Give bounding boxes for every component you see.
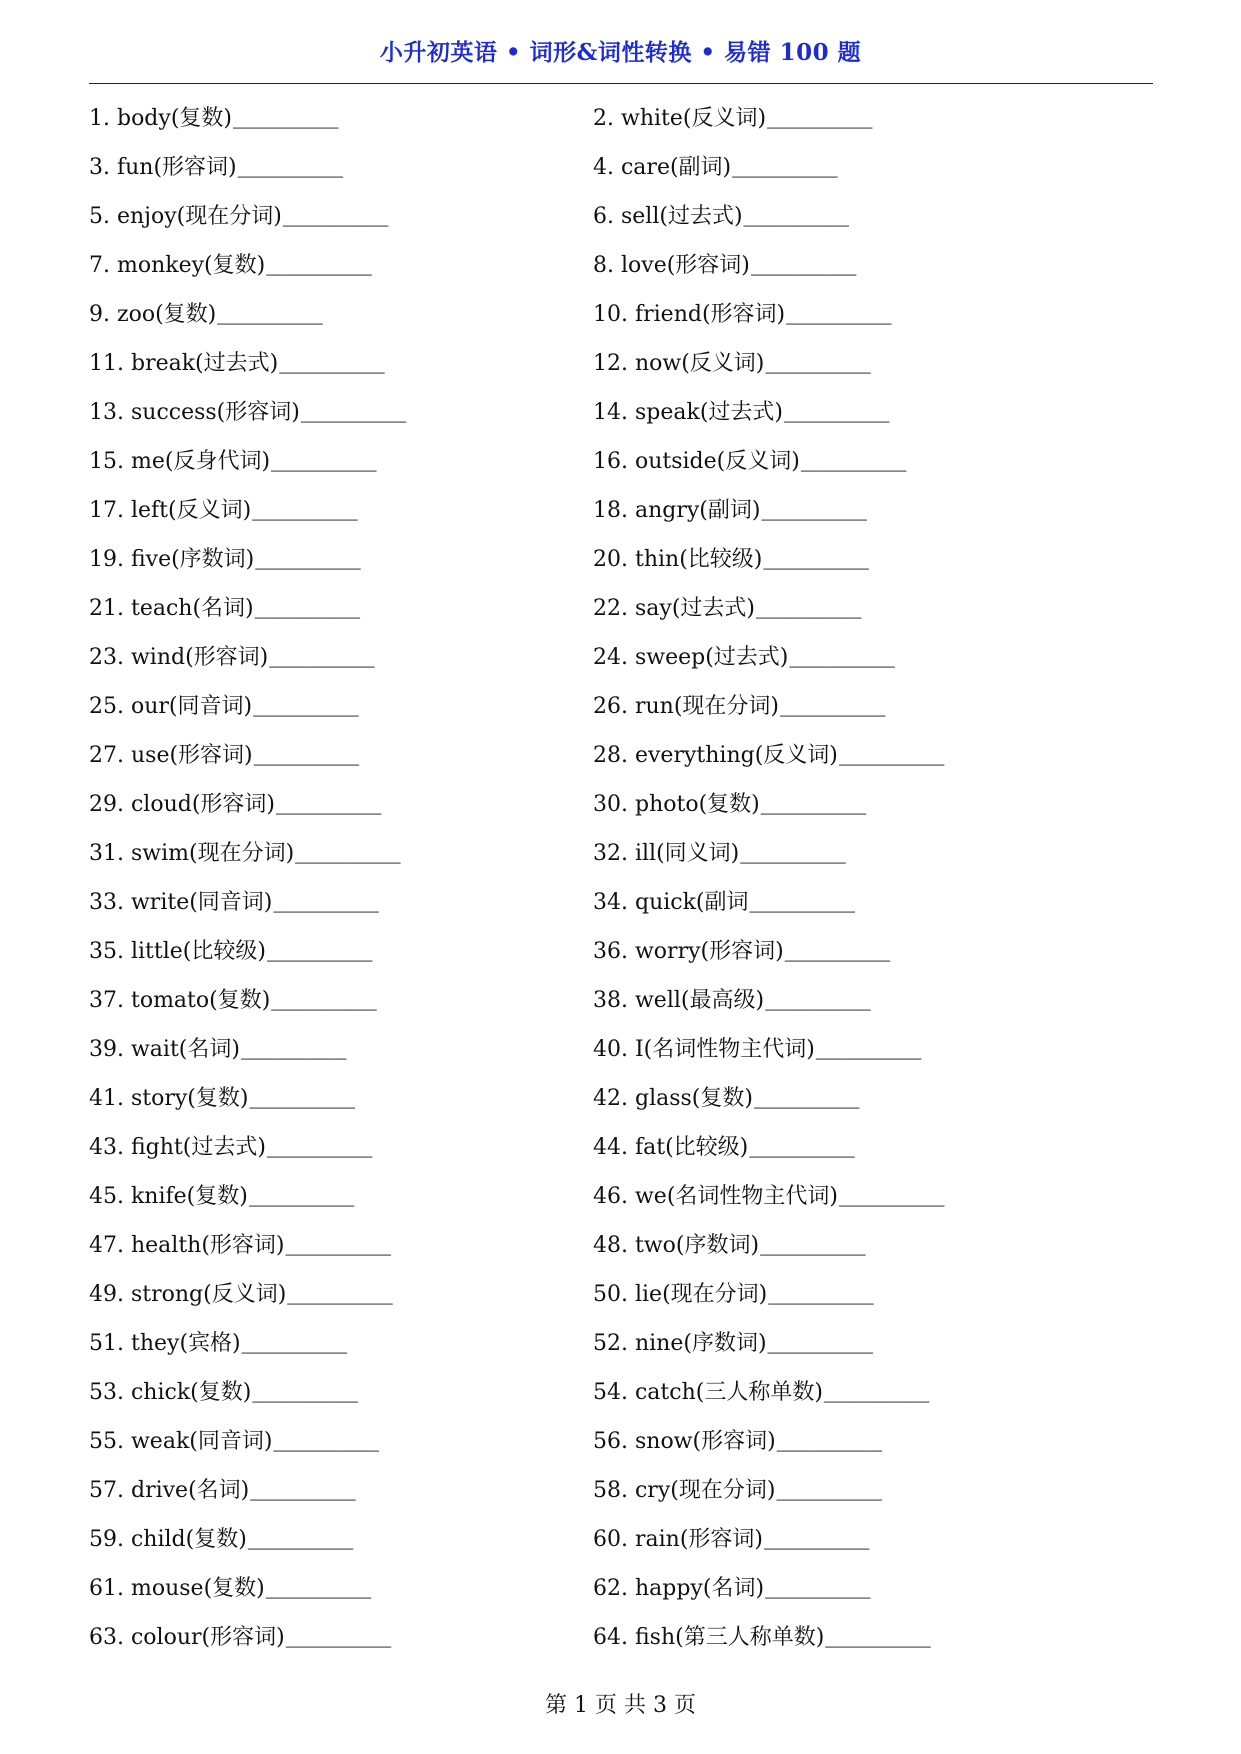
answer-blank[interactable]: __________: [763, 545, 869, 570]
question-item: [593, 582, 1153, 631]
page-header-title: 小升初英语 • 词形&词性转换 • 易错 100 题: [379, 39, 862, 66]
answer-blank[interactable]: __________: [241, 1329, 347, 1354]
answer-blank[interactable]: __________: [839, 1182, 944, 1207]
question-item: [593, 1562, 1153, 1611]
question-text: 15. me(反身代词): [89, 449, 271, 474]
question-text: 47. health(形容词): [89, 1233, 285, 1258]
answer-blank[interactable]: __________: [273, 888, 379, 913]
answer-blank[interactable]: __________: [740, 839, 846, 864]
question-text: 50. lie(现在分词): [593, 1282, 768, 1307]
question-list: [89, 92, 1153, 1660]
answer-blank[interactable]: __________: [767, 104, 873, 129]
question-text: 24. sweep(过去式): [593, 645, 789, 670]
question-text: 14. speak(过去式): [593, 400, 783, 425]
question-text: 49. strong(反义词): [89, 1282, 287, 1307]
answer-blank[interactable]: __________: [254, 594, 360, 619]
question-item: [89, 239, 593, 288]
header-divider: [89, 83, 1153, 84]
answer-blank[interactable]: __________: [285, 1231, 391, 1256]
question-text: 27. use(形容词): [89, 743, 253, 768]
answer-blank[interactable]: __________: [240, 1035, 346, 1060]
question-item: [593, 92, 1153, 141]
question-item: [89, 1513, 593, 1562]
answer-blank[interactable]: __________: [249, 1084, 355, 1109]
question-item: [593, 1317, 1153, 1366]
question-item: [89, 876, 593, 925]
answer-blank[interactable]: __________: [266, 251, 372, 276]
question-item: [89, 1023, 593, 1072]
question-item: [89, 1268, 593, 1317]
answer-blank[interactable]: __________: [784, 398, 889, 423]
question-item: [593, 386, 1153, 435]
question-item: [89, 435, 593, 484]
question-item: [593, 1219, 1153, 1268]
answer-blank[interactable]: __________: [732, 153, 838, 178]
answer-blank[interactable]: __________: [252, 1378, 358, 1403]
question-item: [593, 876, 1153, 925]
question-text: 25. our(同音词): [89, 694, 253, 719]
question-item: [89, 1219, 593, 1268]
question-item: [593, 1023, 1153, 1072]
question-text: 29. cloud(形容词): [89, 792, 276, 817]
question-text: 5. enjoy(现在分词): [89, 204, 282, 229]
question-text: 45. knife(复数): [89, 1184, 248, 1209]
question-item: [593, 484, 1153, 533]
answer-blank[interactable]: __________: [285, 1623, 391, 1648]
question-text: 39. wait(名词): [89, 1037, 240, 1062]
question-text: 1. body(复数): [89, 106, 232, 131]
question-text: 42. glass(复数): [593, 1086, 753, 1111]
question-text: 23. wind(形容词): [89, 645, 269, 670]
question-text: 19. five(序数词): [89, 547, 255, 572]
question-text: 43. fight(过去式): [89, 1135, 266, 1160]
answer-blank[interactable]: __________: [253, 692, 359, 717]
question-text: 31. swim(现在分词): [89, 841, 295, 866]
question-item: [89, 1464, 593, 1513]
question-item: [89, 92, 593, 141]
question-item: [89, 729, 593, 778]
question-item: [593, 1121, 1153, 1170]
question-item: [89, 533, 593, 582]
question-text: 53. chick(复数): [89, 1380, 252, 1405]
page-footer: 第 1 页 共 3 页: [545, 1693, 696, 1718]
question-text: 37. tomato(复数): [89, 988, 271, 1013]
question-text: 13. success(形容词): [89, 400, 300, 425]
answer-blank[interactable]: __________: [266, 937, 372, 962]
question-item: [89, 386, 593, 435]
question-text: 60. rain(形容词): [593, 1527, 763, 1552]
question-text: 56. snow(形容词): [593, 1429, 776, 1454]
question-text: 52. nine(序数词): [593, 1331, 767, 1356]
answer-blank[interactable]: __________: [765, 986, 871, 1011]
answer-blank[interactable]: __________: [273, 1427, 379, 1452]
question-text: 58. cry(现在分词): [593, 1478, 776, 1503]
question-text: 12. now(反义词): [593, 351, 765, 376]
question-text: 2. white(反义词): [593, 106, 767, 131]
question-item: [89, 1562, 593, 1611]
answer-blank[interactable]: __________: [776, 1476, 882, 1501]
answer-blank[interactable]: __________: [247, 1525, 353, 1550]
answer-blank[interactable]: __________: [250, 1476, 356, 1501]
answer-blank[interactable]: __________: [295, 839, 401, 864]
question-item: [593, 1072, 1153, 1121]
answer-blank[interactable]: __________: [761, 496, 867, 521]
question-item: [89, 484, 593, 533]
answer-blank[interactable]: __________: [765, 1574, 871, 1599]
question-text: 21. teach(名词): [89, 596, 254, 621]
answer-blank[interactable]: __________: [743, 202, 849, 227]
question-text: 35. little(比较级): [89, 939, 266, 964]
question-text: 7. monkey(复数): [89, 253, 266, 278]
question-text: 28. everything(反义词): [593, 743, 838, 768]
question-item: [593, 533, 1153, 582]
question-item: [593, 778, 1153, 827]
question-item: [593, 190, 1153, 239]
question-text: 36. worry(形容词): [593, 939, 784, 964]
question-item: [89, 925, 593, 974]
question-text: 59. child(复数): [89, 1527, 247, 1552]
answer-blank[interactable]: __________: [248, 1182, 354, 1207]
question-text: 34. quick(副词: [593, 890, 749, 915]
question-item: [89, 190, 593, 239]
question-item: [593, 1170, 1153, 1219]
question-item: [593, 974, 1153, 1023]
question-item: [593, 827, 1153, 876]
question-text: 16. outside(反义词): [593, 449, 800, 474]
answer-blank[interactable]: __________: [265, 1574, 371, 1599]
question-text: 61. mouse(复数): [89, 1576, 265, 1601]
question-text: 26. run(现在分词): [593, 694, 780, 719]
question-item: [89, 827, 593, 876]
answer-blank[interactable]: __________: [269, 643, 375, 668]
question-item: [89, 582, 593, 631]
answer-blank[interactable]: __________: [786, 300, 892, 325]
question-item: [89, 1121, 593, 1170]
question-item: [89, 1366, 593, 1415]
question-item: [89, 1611, 593, 1660]
question-item: [593, 1611, 1153, 1660]
question-item: [593, 435, 1153, 484]
question-item: [593, 729, 1153, 778]
answer-blank[interactable]: __________: [252, 496, 358, 521]
answer-blank[interactable]: __________: [800, 447, 906, 472]
question-item: [89, 1170, 593, 1219]
answer-blank[interactable]: __________: [753, 1084, 859, 1109]
answer-blank[interactable]: __________: [789, 643, 895, 668]
question-item: [593, 141, 1153, 190]
question-text: 32. ill(同义词): [593, 841, 740, 866]
question-text: 8. love(形容词): [593, 253, 750, 278]
question-item: [593, 631, 1153, 680]
answer-blank[interactable]: __________: [255, 545, 361, 570]
answer-blank[interactable]: __________: [760, 1231, 866, 1256]
question-text: 30. photo(复数): [593, 792, 760, 817]
question-item: [593, 1415, 1153, 1464]
question-text: 46. we(名词性物主代词): [593, 1184, 838, 1209]
question-item: [89, 680, 593, 729]
answer-blank[interactable]: __________: [768, 1280, 874, 1305]
answer-blank[interactable]: __________: [776, 1427, 882, 1452]
question-text: 22. say(过去式): [593, 596, 755, 621]
answer-blank[interactable]: __________: [760, 790, 866, 815]
answer-blank[interactable]: __________: [287, 1280, 393, 1305]
question-item: [89, 141, 593, 190]
answer-blank[interactable]: __________: [279, 349, 385, 374]
answer-blank[interactable]: __________: [300, 398, 406, 423]
question-text: 41. story(复数): [89, 1086, 249, 1111]
answer-blank[interactable]: __________: [233, 104, 338, 129]
answer-blank[interactable]: __________: [282, 202, 388, 227]
answer-blank[interactable]: __________: [253, 741, 359, 766]
question-text: 62. happy(名词): [593, 1576, 765, 1601]
question-text: 4. care(副词): [593, 155, 732, 180]
answer-blank[interactable]: __________: [764, 1525, 869, 1550]
question-item: [89, 1072, 593, 1121]
question-text: 9. zoo(复数): [89, 302, 217, 327]
question-text: 57. drive(名词): [89, 1478, 250, 1503]
answer-blank[interactable]: __________: [755, 594, 861, 619]
question-text: 10. friend(形容词): [593, 302, 786, 327]
question-text: 20. thin(比较级): [593, 547, 763, 572]
question-item: [89, 974, 593, 1023]
question-item: [593, 925, 1153, 974]
question-item: [89, 337, 593, 386]
question-text: 18. angry(副词): [593, 498, 761, 523]
question-text: 40. I(名词性物主代词): [593, 1037, 815, 1062]
question-item: [89, 631, 593, 680]
question-item: [593, 680, 1153, 729]
question-item: [593, 239, 1153, 288]
answer-blank[interactable]: __________: [749, 888, 855, 913]
question-text: 6. sell(过去式): [593, 204, 743, 229]
answer-blank[interactable]: __________: [780, 692, 886, 717]
answer-blank[interactable]: __________: [750, 251, 856, 276]
answer-blank[interactable]: __________: [271, 986, 377, 1011]
question-text: 48. two(序数词): [593, 1233, 760, 1258]
question-item: [593, 288, 1153, 337]
question-item: [593, 1268, 1153, 1317]
question-item: [593, 1464, 1153, 1513]
question-text: 33. write(同音词): [89, 890, 273, 915]
question-text: 64. fish(第三人称单数): [593, 1625, 825, 1650]
question-text: 55. weak(同音词): [89, 1429, 273, 1454]
answer-blank[interactable]: __________: [217, 300, 323, 325]
question-text: 63. colour(形容词): [89, 1625, 285, 1650]
answer-blank[interactable]: __________: [784, 937, 890, 962]
answer-blank[interactable]: __________: [237, 153, 343, 178]
question-item: [593, 1366, 1153, 1415]
question-text: 3. fun(形容词): [89, 155, 237, 180]
question-item: [593, 1513, 1153, 1562]
question-text: 17. left(反义词): [89, 498, 252, 523]
question-item: [89, 1415, 593, 1464]
answer-blank[interactable]: __________: [271, 447, 377, 472]
answer-blank[interactable]: __________: [825, 1623, 931, 1648]
question-item: [593, 337, 1153, 386]
question-text: 51. they(宾格): [89, 1331, 241, 1356]
answer-blank[interactable]: __________: [749, 1133, 855, 1158]
question-text: 54. catch(三人称单数): [593, 1380, 823, 1405]
question-text: 38. well(最高级): [593, 988, 765, 1013]
answer-blank[interactable]: __________: [838, 741, 944, 766]
answer-blank[interactable]: __________: [823, 1378, 929, 1403]
answer-blank[interactable]: __________: [266, 1133, 372, 1158]
question-item: [89, 1317, 593, 1366]
answer-blank[interactable]: __________: [765, 349, 871, 374]
answer-blank[interactable]: __________: [276, 790, 382, 815]
question-text: 44. fat(比较级): [593, 1135, 749, 1160]
question-item: [89, 288, 593, 337]
question-text: 11. break(过去式): [89, 351, 279, 376]
answer-blank[interactable]: __________: [815, 1035, 921, 1060]
question-item: [89, 778, 593, 827]
answer-blank[interactable]: __________: [767, 1329, 873, 1354]
